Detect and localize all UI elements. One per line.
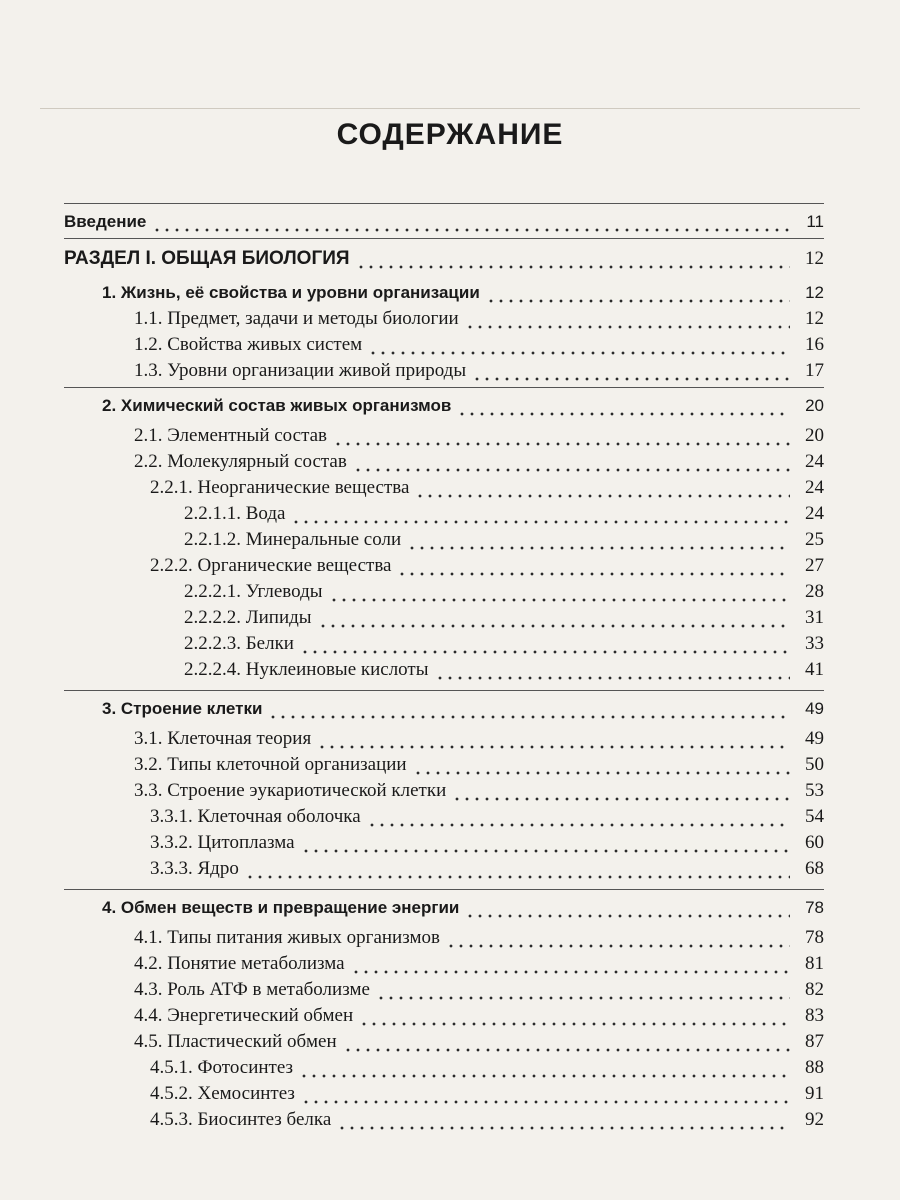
dot-leader xyxy=(301,1082,790,1106)
toc-entry[interactable] xyxy=(64,777,824,803)
dot-leader xyxy=(413,753,790,777)
toc-entry-label: 1.1. Предмет, задачи и методы биологии xyxy=(134,308,459,329)
dot-leader xyxy=(472,359,790,383)
toc-entry-label: 2.2.2.1. Углеводы xyxy=(184,581,323,602)
toc-entry[interactable] xyxy=(64,500,824,526)
toc-entry-label: 2.2.2.4. Нуклеиновые кислоты xyxy=(184,659,429,680)
dot-leader xyxy=(452,779,790,803)
toc-entry[interactable] xyxy=(64,803,824,829)
toc-entry[interactable] xyxy=(64,526,824,552)
toc-entry[interactable] xyxy=(64,656,824,682)
toc-entry[interactable] xyxy=(64,474,824,500)
toc-entry-label: 2.2. Молекулярный состав xyxy=(134,451,347,472)
toc-entry[interactable] xyxy=(64,1028,824,1054)
dot-leader xyxy=(457,394,790,418)
dot-leader xyxy=(291,502,790,526)
toc-entry-page: 49 xyxy=(805,728,824,749)
toc-entry-label: 2. Химический состав живых организмов xyxy=(102,396,452,415)
toc-entry[interactable] xyxy=(64,889,824,920)
toc-entry-label: 3.3. Строение эукариотической клетки xyxy=(134,780,447,801)
toc-entry[interactable] xyxy=(64,855,824,881)
dot-leader xyxy=(368,333,790,357)
toc-entry-label: 4.4. Энергетический обмен xyxy=(134,1005,354,1026)
toc-entry-page: 83 xyxy=(805,1005,824,1026)
toc-entry-page: 78 xyxy=(805,927,824,948)
toc-entry[interactable] xyxy=(64,924,824,950)
toc-entry-page: 50 xyxy=(805,754,824,775)
toc-entry-page: 91 xyxy=(805,1083,824,1104)
toc-entry-label: 4.5.3. Биосинтез белка xyxy=(150,1109,332,1130)
toc-entry-label: 2.2.1.2. Минеральные соли xyxy=(184,529,402,550)
toc-entry[interactable] xyxy=(64,552,824,578)
toc-entry-label: 2.1. Элементный состав xyxy=(134,425,328,446)
toc-entry[interactable] xyxy=(64,1002,824,1028)
toc-entry[interactable] xyxy=(64,1106,824,1132)
dot-leader xyxy=(486,281,790,305)
toc-entry[interactable] xyxy=(64,829,824,855)
dot-leader xyxy=(329,580,790,604)
header-rule xyxy=(40,108,860,109)
toc-entry-label: 3.1. Клеточная теория xyxy=(134,728,312,749)
toc-entry-page: 11 xyxy=(806,212,824,231)
dot-leader xyxy=(353,450,790,474)
dot-leader xyxy=(356,247,790,271)
dot-leader xyxy=(343,1030,790,1054)
toc-entry[interactable] xyxy=(64,448,824,474)
toc-entry[interactable] xyxy=(64,578,824,604)
toc-entry-label: 4.3. Роль АТФ в метаболизме xyxy=(134,979,370,1000)
toc-entry-page: 24 xyxy=(805,477,824,498)
toc-entry-label: Введение xyxy=(64,212,147,231)
toc-entry-page: 20 xyxy=(805,425,824,446)
dot-leader xyxy=(268,697,790,721)
toc-entry-page: 12 xyxy=(805,283,824,302)
toc-entry[interactable] xyxy=(64,690,824,721)
toc-entry-page: 27 xyxy=(805,555,824,576)
toc-entry-page: 87 xyxy=(805,1031,824,1052)
toc-entry[interactable] xyxy=(64,1054,824,1080)
dot-leader xyxy=(318,606,790,630)
toc-entry-page: 49 xyxy=(805,699,824,718)
dot-leader xyxy=(152,210,790,234)
toc-entry-page: 81 xyxy=(805,953,824,974)
toc-entry-label: 2.2.1.1. Вода xyxy=(184,503,286,524)
toc-entry-page: 78 xyxy=(805,898,824,917)
dot-leader xyxy=(359,1004,790,1028)
toc-entry-page: 17 xyxy=(805,360,824,381)
toc-entry[interactable] xyxy=(64,305,824,331)
toc-entry-page: 41 xyxy=(805,659,824,680)
toc-entry-label: 3.3.2. Цитоплазма xyxy=(150,832,295,853)
toc-entry-label: 1. Жизнь, её свойства и уровни организации xyxy=(102,283,480,302)
dot-leader xyxy=(351,952,790,976)
toc-entry[interactable] xyxy=(64,604,824,630)
toc-entry-page: 24 xyxy=(805,451,824,472)
toc-entry[interactable] xyxy=(64,357,824,383)
toc-entry-page: 68 xyxy=(805,858,824,879)
dot-leader xyxy=(435,658,790,682)
toc-entry-label: 4.5.2. Хемосинтез xyxy=(150,1083,295,1104)
toc-entry-label: 3. Строение клетки xyxy=(102,699,263,718)
toc-entry-page: 82 xyxy=(805,979,824,1000)
toc-entry-label: 4. Обмен веществ и превращение энергии xyxy=(102,898,460,917)
dot-leader xyxy=(446,926,790,950)
dot-leader xyxy=(299,1056,790,1080)
dot-leader xyxy=(407,528,790,552)
dot-leader xyxy=(415,476,790,500)
toc-entry-page: 53 xyxy=(805,780,824,801)
toc-entry[interactable] xyxy=(64,422,824,448)
toc-entry-page: 16 xyxy=(805,334,824,355)
toc-entry[interactable] xyxy=(64,950,824,976)
toc-entry-label: 4.1. Типы питания живых организмов xyxy=(134,927,440,948)
toc-entry-label: 3.2. Типы клеточной организации xyxy=(134,754,407,775)
toc-entry-label: 2.2.2. Органические вещества xyxy=(150,555,392,576)
toc-entry-page: 33 xyxy=(805,633,824,654)
toc-entry[interactable] xyxy=(64,725,824,751)
toc-entry[interactable] xyxy=(64,238,824,271)
toc-entry-page: 28 xyxy=(805,581,824,602)
toc-entry-label: 1.2. Свойства живых систем xyxy=(134,334,363,355)
toc-entry-page: 25 xyxy=(805,529,824,550)
dot-leader xyxy=(301,831,790,855)
dot-leader xyxy=(376,978,790,1002)
dot-leader xyxy=(465,307,790,331)
dot-leader xyxy=(397,554,790,578)
toc-entry[interactable] xyxy=(64,751,824,777)
toc-entry-label: 2.2.2.2. Липиды xyxy=(184,607,312,628)
dot-leader xyxy=(465,896,790,920)
toc-entry[interactable] xyxy=(64,976,824,1002)
dot-leader xyxy=(333,424,790,448)
toc-entry-page: 60 xyxy=(805,832,824,853)
dot-leader xyxy=(300,632,790,656)
toc-entry[interactable] xyxy=(64,630,824,656)
toc-entry-page: 54 xyxy=(805,806,824,827)
page-title: СОДЕРЖАНИЕ xyxy=(336,118,564,151)
toc-entry-label: 2.2.1. Неорганические вещества xyxy=(150,477,410,498)
toc-entry[interactable] xyxy=(64,331,824,357)
toc-entry-page: 20 xyxy=(805,396,824,415)
toc-entry-page: 88 xyxy=(805,1057,824,1078)
dot-leader xyxy=(367,805,790,829)
toc-entry-page: 12 xyxy=(805,248,824,269)
toc-entry-label: 4.5. Пластический обмен xyxy=(134,1031,337,1052)
dot-leader xyxy=(245,857,790,881)
toc-entry-page: 12 xyxy=(805,308,824,329)
dot-leader xyxy=(317,727,790,751)
toc-entry-label: РАЗДЕЛ I. ОБЩАЯ БИОЛОГИЯ xyxy=(64,248,350,269)
dot-leader xyxy=(337,1108,790,1132)
toc-entry-label: 4.5.1. Фотосинтез xyxy=(150,1057,294,1078)
toc-entry[interactable] xyxy=(64,1080,824,1106)
toc-entry-page: 24 xyxy=(805,503,824,524)
toc-entry-label: 3.3.1. Клеточная оболочка xyxy=(150,806,361,827)
toc-entry-page: 31 xyxy=(805,607,824,628)
toc-entry-page: 92 xyxy=(805,1109,824,1130)
toc-entry-label: 1.3. Уровни организации живой природы xyxy=(134,360,467,381)
toc-entry-label: 2.2.2.3. Белки xyxy=(184,633,294,654)
toc-entry[interactable] xyxy=(64,387,824,418)
toc-entry-label: 3.3.3. Ядро xyxy=(150,858,239,879)
toc-entry[interactable] xyxy=(64,203,824,234)
table-of-contents xyxy=(64,203,824,1132)
toc-entry[interactable] xyxy=(64,279,824,305)
toc-entry-label: 4.2. Понятие метаболизма xyxy=(134,953,345,974)
